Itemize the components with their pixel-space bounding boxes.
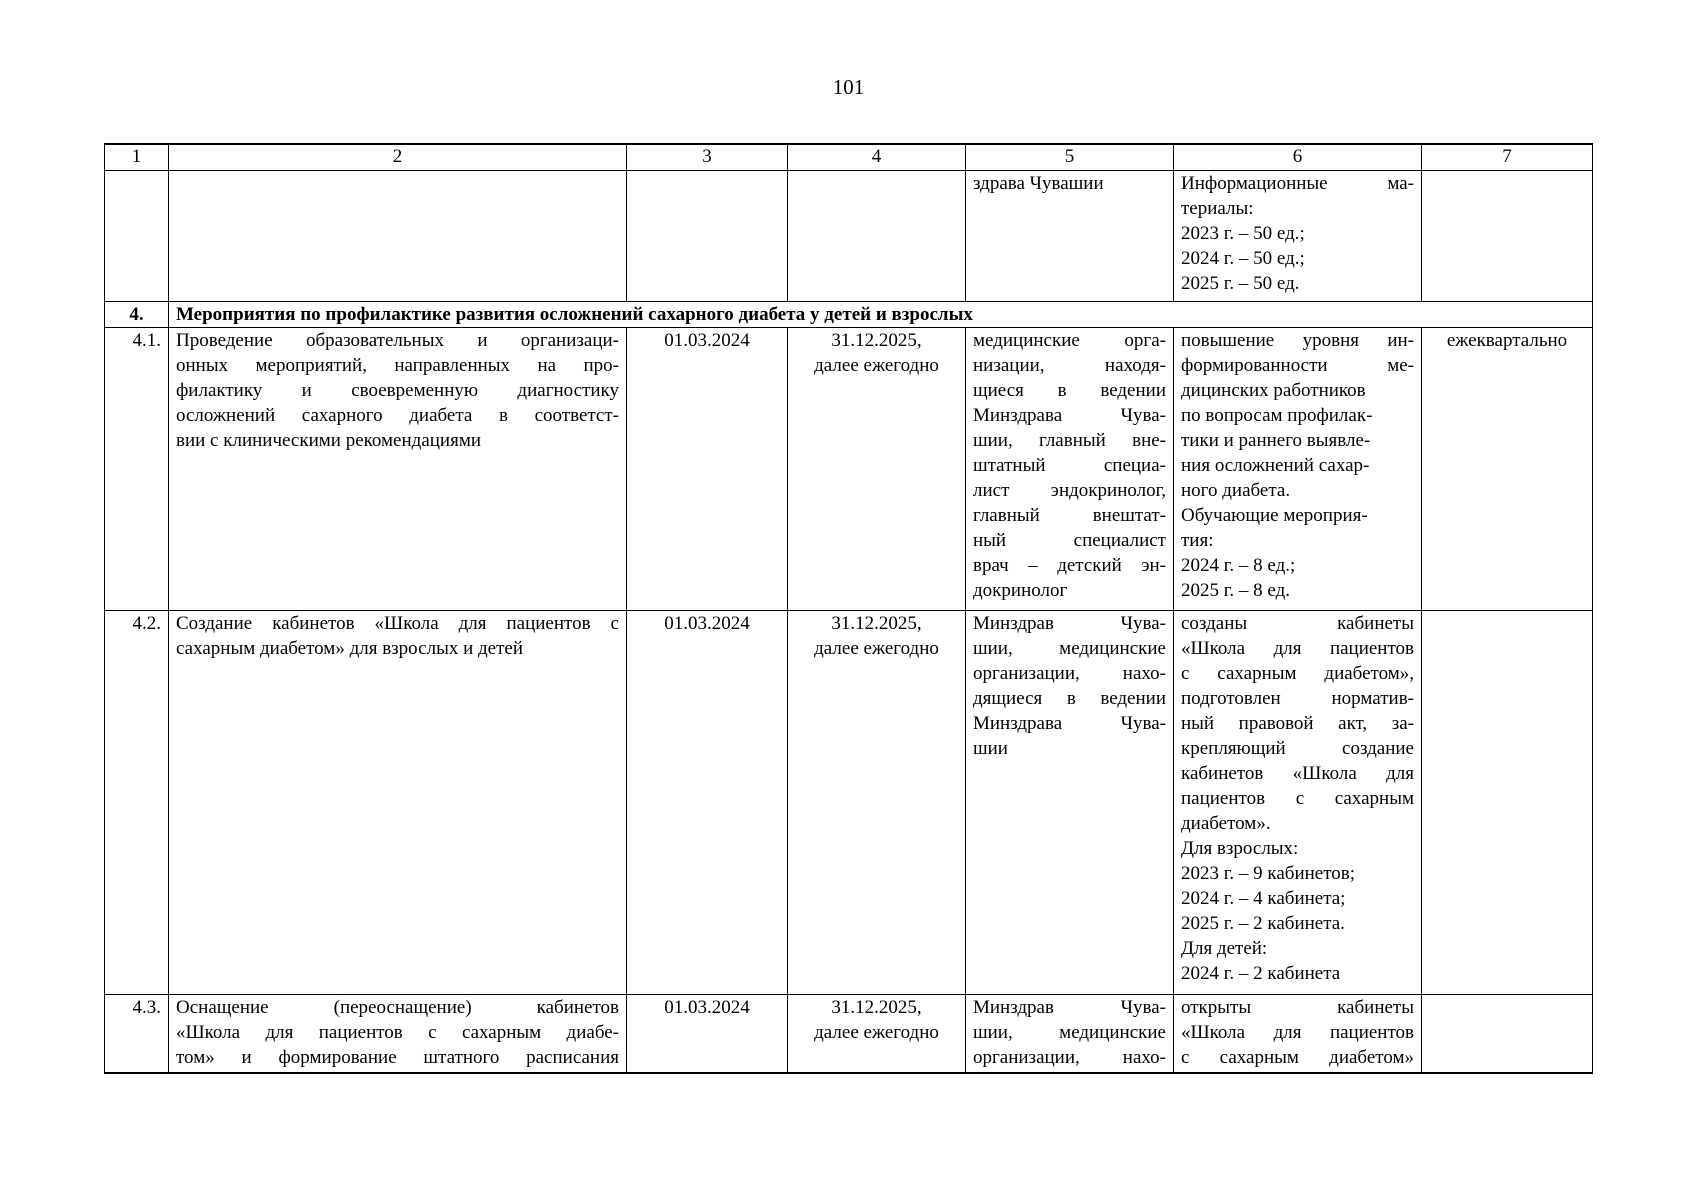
row-number: 4.1. [105, 328, 169, 611]
result-line: Обучающие мероприя- [1181, 505, 1368, 526]
result-line: «Школа для пациентов [1181, 638, 1414, 659]
executor-line: медицинские орга- [973, 330, 1166, 351]
executor-line: ный специалист [973, 530, 1166, 551]
result-line: ного диабета. [1181, 480, 1291, 501]
result-line: открыты кабинеты [1181, 997, 1414, 1018]
column-number: 3 [627, 144, 788, 171]
result-cell [1174, 995, 1422, 1073]
executor-line: штатный специа- [973, 455, 1166, 476]
column-number-row [105, 144, 1593, 171]
result-line: тия: [1181, 530, 1214, 551]
end-date-line: 31.12.2025, [831, 997, 922, 1018]
result-line: 2024 г. – 2 кабинета [1181, 963, 1341, 984]
end-date-line: далее ежегодно [814, 355, 939, 376]
cell-empty [627, 171, 788, 302]
start-date: 01.03.2024 [627, 611, 788, 995]
result-line: Для взрослых: [1181, 838, 1299, 859]
column-number: 4 [788, 144, 966, 171]
result-line: 2024 г. – 4 кабинета; [1181, 888, 1346, 909]
result-line: териалы: [1181, 198, 1254, 219]
result-line: 2025 г. – 50 ед. [1181, 273, 1300, 294]
executor-cell [966, 995, 1174, 1073]
result-line: дицинских работников [1181, 380, 1366, 401]
end-date-cell [788, 995, 966, 1073]
executor-cell [966, 611, 1174, 995]
end-date-cell [788, 611, 966, 995]
table-row [105, 611, 1593, 995]
cell-empty [169, 171, 627, 302]
periodicity [1422, 995, 1593, 1073]
executor-cell [966, 328, 1174, 611]
periodicity: ежеквартально [1422, 328, 1593, 611]
result-line: 2023 г. – 50 ед.; [1181, 223, 1305, 244]
executor-line: щиеся в ведении [973, 380, 1166, 401]
result-line: подготовлен норматив- [1181, 688, 1414, 709]
result-line: ния осложнений сахар- [1181, 455, 1370, 476]
page-number: 101 [832, 75, 865, 99]
executor-line: дящиеся в ведении [973, 688, 1166, 709]
table-row [105, 328, 1593, 611]
title-line: осложнений сахарного диабета в соответст- [176, 405, 619, 426]
measure-title-cell [169, 328, 627, 611]
measure-title-cell [169, 611, 627, 995]
column-number: 2 [169, 144, 627, 171]
column-number: 7 [1422, 144, 1593, 171]
result-line: диабетом». [1181, 813, 1271, 834]
executor-line: шии [973, 738, 1008, 759]
title-line: Оснащение (переоснащение) кабинетов [176, 997, 619, 1018]
result-line: формированности ме- [1181, 355, 1414, 376]
executor-line: низации, находя- [973, 355, 1166, 376]
end-date-line: 31.12.2025, [831, 330, 922, 351]
result-line: 2025 г. – 2 кабинета. [1181, 913, 1345, 934]
result-line: с сахарным диабетом», [1181, 663, 1414, 684]
column-number: 1 [105, 144, 169, 171]
result-line: тики и раннего выявле- [1181, 430, 1371, 451]
result-line: повышение уровня ин- [1181, 330, 1414, 351]
executor-line: Минздрава Чува- [973, 713, 1166, 734]
result-cell [1174, 611, 1422, 995]
result-line: 2024 г. – 8 ед.; [1181, 555, 1296, 576]
result-line: пациентов с сахарным [1181, 788, 1414, 809]
title-line: онных мероприятий, направленных на про- [176, 355, 619, 376]
title-line: Проведение образовательных и организаци- [176, 330, 619, 351]
executor-line: организации, нахо- [973, 663, 1166, 684]
title-line: Создание кабинетов «Школа для пациентов с [176, 613, 619, 634]
result-cell [1174, 328, 1422, 611]
title-line: вии с клиническими рекомендациями [176, 430, 482, 451]
executor-line: шии, медицинские [973, 1022, 1166, 1043]
result-line: «Школа для пациентов [1181, 1022, 1414, 1043]
row-number: 4.2. [105, 611, 169, 995]
executor-line: лист эндокринолог, [973, 480, 1166, 501]
continuation-row [105, 171, 1593, 302]
result-cell [1174, 171, 1422, 302]
section-row [105, 302, 1593, 328]
executor-line: Минздрав Чува- [973, 613, 1166, 634]
end-date-line: далее ежегодно [814, 638, 939, 659]
periodicity [1422, 611, 1593, 995]
result-line: по вопросам профилак- [1181, 405, 1373, 426]
result-line: ный правовой акт, за- [1181, 713, 1414, 734]
row-number: 4.3. [105, 995, 169, 1073]
executor-line: докринолог [973, 580, 1068, 601]
executor-line: шии, главный вне- [973, 430, 1166, 451]
column-number: 5 [966, 144, 1174, 171]
cell-empty [105, 171, 169, 302]
result-line: кабинетов «Школа для [1181, 763, 1414, 784]
end-date-line: далее ежегодно [814, 1022, 939, 1043]
title-line: том» и формирование штатного расписания [176, 1047, 619, 1068]
measure-title-cell [169, 995, 627, 1073]
measures-table [104, 143, 1593, 1074]
executor-line: организации, нахо- [973, 1047, 1166, 1068]
result-line: 2025 г. – 8 ед. [1181, 580, 1290, 601]
executor-line: главный внештат- [973, 505, 1166, 526]
title-line: «Школа для пациентов с сахарным диабе- [176, 1022, 619, 1043]
result-line: крепляющий создание [1181, 738, 1414, 759]
title-line: сахарным диабетом» для взрослых и детей [176, 638, 524, 659]
executor-line: Минздрав Чува- [973, 997, 1166, 1018]
title-line: филактику и своевременную диагностику [176, 380, 619, 401]
result-line: 2023 г. – 9 кабинетов; [1181, 863, 1356, 884]
executor-line: Минздрава Чува- [973, 405, 1166, 426]
result-line: 2024 г. – 50 ед.; [1181, 248, 1305, 269]
result-line: созданы кабинеты [1181, 613, 1414, 634]
column-number: 6 [1174, 144, 1422, 171]
result-line: Информационные ма- [1181, 173, 1414, 194]
end-date-line: 31.12.2025, [831, 613, 922, 634]
cell-empty [1422, 171, 1593, 302]
executor-line: шии, медицинские [973, 638, 1166, 659]
end-date-cell [788, 328, 966, 611]
result-line: Для детей: [1181, 938, 1268, 959]
executor-line: врач – детский эн- [973, 555, 1166, 576]
executor-cell: здрава Чувашии [966, 171, 1174, 302]
start-date: 01.03.2024 [627, 995, 788, 1073]
cell-empty [788, 171, 966, 302]
result-line: с сахарным диабетом» [1181, 1047, 1414, 1068]
table-row [105, 995, 1593, 1073]
section-title: Мероприятия по профилактике развития осложнений сахарного диабета у детей и взрослых [169, 302, 1593, 328]
section-number: 4. [105, 302, 169, 328]
start-date: 01.03.2024 [627, 328, 788, 611]
